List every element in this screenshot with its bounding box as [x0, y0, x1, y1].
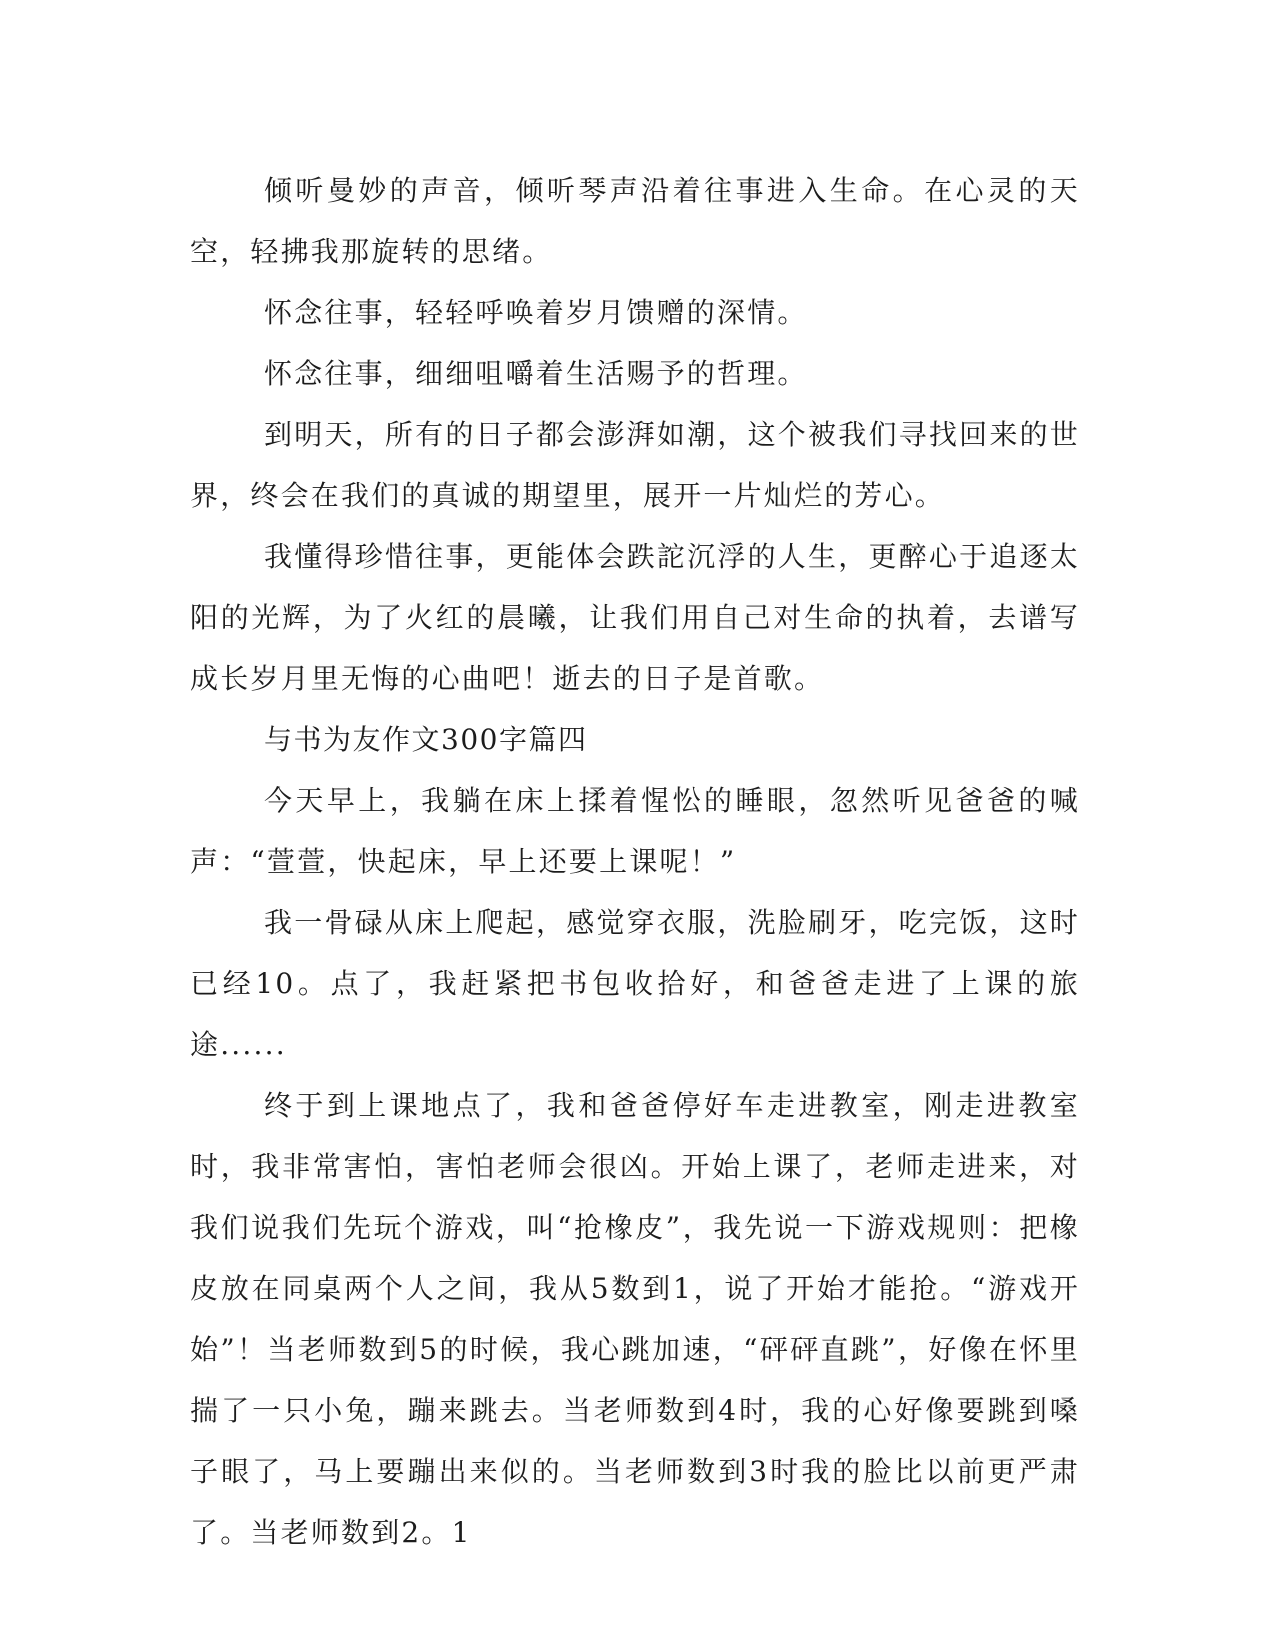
paragraph-1: 倾听曼妙的声音，倾听琴声沿着往事进入生命。在心灵的天空，轻拂我那旋转的思绪。 — [190, 174, 1080, 268]
paragraph-8: 终于到上课地点了，我和爸爸停好车走进教室，刚走进教室时，我非常害怕，害怕老师会很凶。开始上课了，老师走进来，对我们说我们先玩个游戏，叫“抢橡皮”，我先说一下游戏规则：把橡皮放在同桌两个人之间，我从5数到1，说了开始才能抢。“游戏开始”！当老师数到5的时候，我心跳加速，“砰砰直跳”，好像在怀里揣了一只小兔，蹦来跳去。当老师数到4时，我的心好像要跳到嗓子眼了，马上要蹦出来似的。当老师数到3时我的脸比以前更严肃了。当老师数到2。1 — [190, 1089, 1080, 1549]
section-heading: 与书为友作文300字篇四 — [264, 723, 588, 756]
paragraph-6: 今天早上，我躺在床上揉着惺忪的睡眼，忽然听见爸爸的喊声：“萱萱，快起床，早上还要上课呢！” — [190, 784, 1080, 878]
document-body — [190, 160, 1080, 1563]
paragraph-2: 怀念往事，轻轻呼唤着岁月馈赠的深情。 — [264, 296, 808, 329]
paragraph-3: 怀念往事，细细咀嚼着生活赐予的哲理。 — [264, 357, 808, 390]
paragraph-4: 到明天，所有的日子都会澎湃如潮，这个被我们寻找回来的世界，终会在我们的真诚的期望里，展开一片灿烂的芳心。 — [190, 418, 1080, 512]
paragraph-7: 我一骨碌从床上爬起，感觉穿衣服，洗脸刷牙，吃完饭，这时已经10。点了，我赶紧把书包收拾好，和爸爸走进了上课的旅途...... — [190, 906, 1080, 1061]
paragraph-5: 我懂得珍惜往事，更能体会跌詑沉浮的人生，更醉心于追逐太阳的光辉，为了火红的晨曦，让我们用自己对生命的执着，去谱写成长岁月里无悔的心曲吧！逝去的日子是首歌。 — [190, 540, 1080, 695]
